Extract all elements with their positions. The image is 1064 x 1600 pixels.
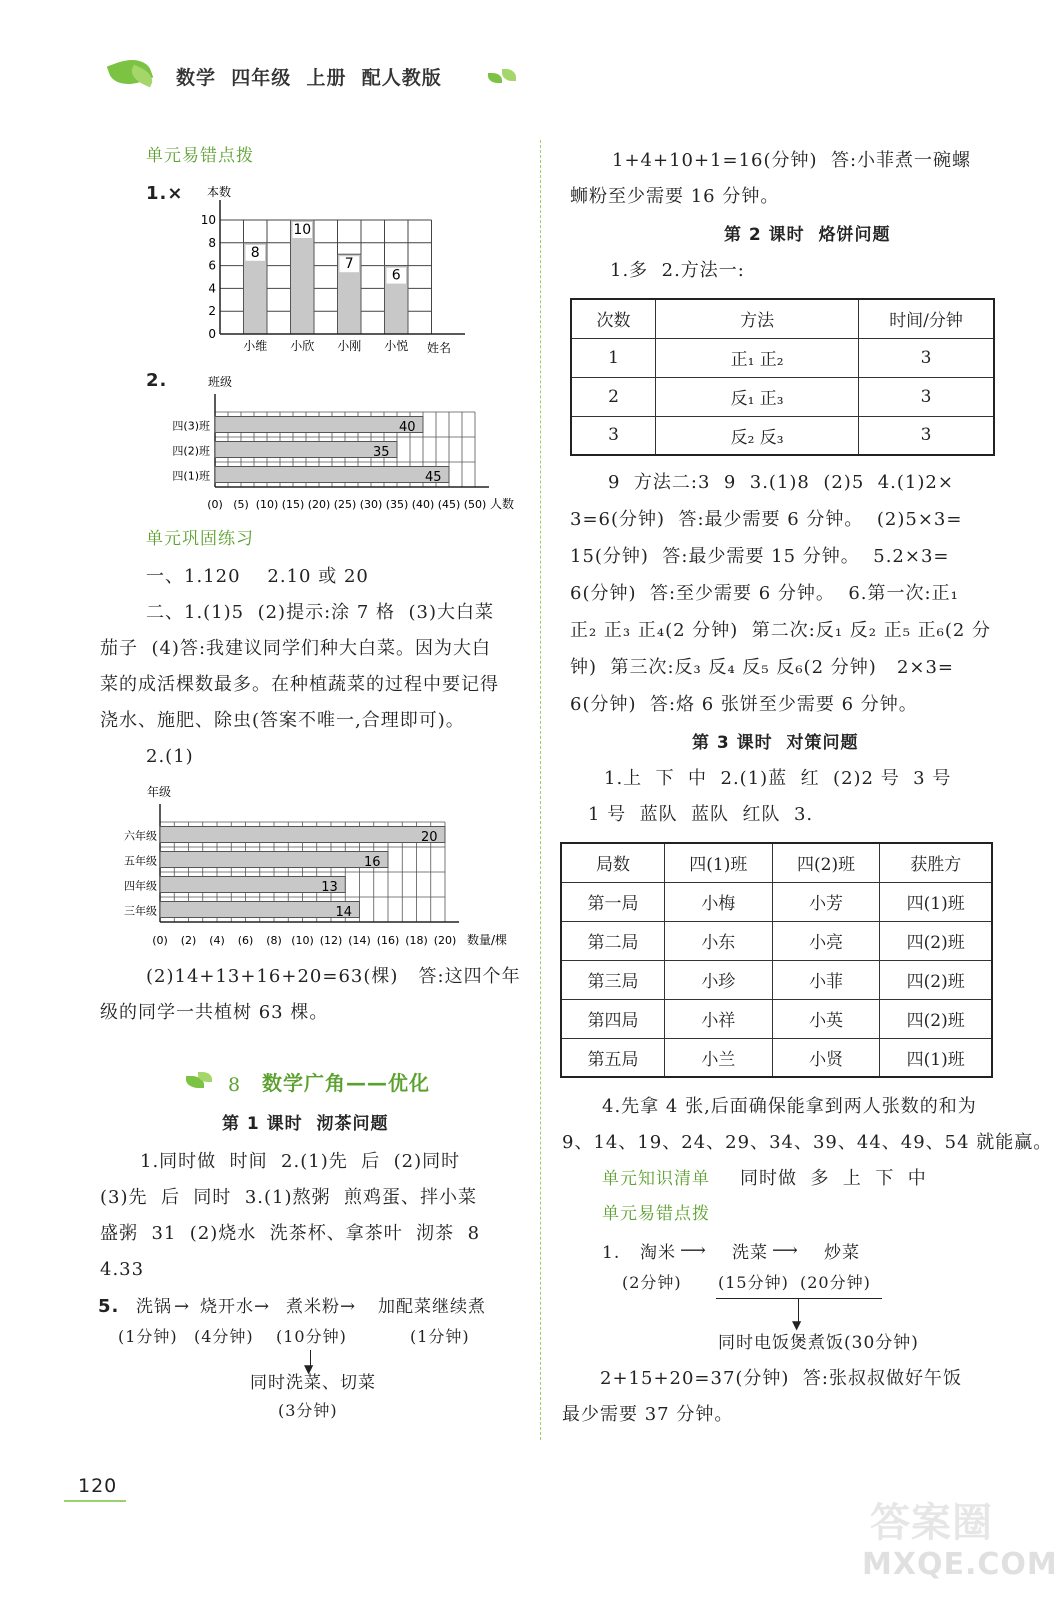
flow-bracket <box>716 1298 882 1299</box>
chart2-xtick: (30) <box>359 498 383 511</box>
left-c-line: 4.33 <box>100 1259 145 1280</box>
chart3-xtick: (4) <box>209 934 225 947</box>
table-strategy <box>560 842 993 1078</box>
right-a-line: 蛳粉至少需要 16 分钟。 <box>570 186 780 207</box>
right-b-line: 6(分钟) 答:至少需要 6 分钟。 6.第一次:正₁ <box>570 583 959 604</box>
table-row <box>561 1038 992 1077</box>
leaf-right-icon <box>488 73 502 83</box>
table-cell: 正₁ 正₂ <box>656 338 859 377</box>
table-cell: 四(2)班 <box>880 960 992 999</box>
table-row <box>571 377 994 416</box>
q5-time: (10分钟) <box>276 1327 347 1346</box>
chart3-xtick: (6) <box>237 934 254 947</box>
table-cell: 第四局 <box>561 999 664 1038</box>
table-cell: 3 <box>859 416 994 455</box>
chart3-xtick: (14) <box>348 934 371 947</box>
right-c-line: 1.上 下 中 2.(1)蓝 红 (2)2 号 3 号 <box>604 768 952 789</box>
table-header-row <box>571 299 994 338</box>
chart2-value-label: 45 <box>425 470 442 485</box>
left-b-line: 级的同学一共植树 63 棵。 <box>100 1002 329 1023</box>
right-b-line: 钟) 第三次:反₃ 反₄ 反₅ 反₆(2 分钟) 2×3= <box>570 657 955 678</box>
table-cell: 小珍 <box>664 960 772 999</box>
knowledge-items: 同时做 多 上 下 中 <box>740 1168 927 1189</box>
table-cell: 四(2)班 <box>880 921 992 960</box>
watermark: MXQE.COM <box>862 1547 1058 1582</box>
arrow-right-icon: → <box>174 1296 191 1317</box>
chart3-value-label: 20 <box>421 830 438 845</box>
table-cell: 反₁ 正₃ <box>656 377 859 416</box>
lesson3-title: 第 3 课时 对策问题 <box>692 733 859 753</box>
left-a-line: 二、1.(1)5 (2)提示:涂 7 格 (3)大白菜 <box>146 602 494 623</box>
q5-label: 5. <box>98 1296 120 1317</box>
chart2-value-label: 40 <box>399 420 416 435</box>
q5-step: 煮米粉 <box>286 1297 340 1317</box>
chart3-value-label: 13 <box>321 880 338 895</box>
chart3-xtick: (0) <box>152 934 168 947</box>
chart2-xtick: (5) <box>233 498 249 511</box>
right-b-line: 正₂ 正₃ 正₄(2 分钟) 第二次:反₁ 反₂ 正₅ 正₆(2 分 <box>570 620 992 641</box>
watermark-big: 答案圈 <box>870 1500 993 1546</box>
table-header-row <box>561 843 992 882</box>
lesson2-line1: 1.多 2.方法一: <box>610 260 745 281</box>
arrow-right-icon: ⟶ <box>772 1240 799 1261</box>
chart3-xtick: (18) <box>405 934 428 947</box>
right-section-title: 单元易错点拨 <box>602 1204 710 1224</box>
arrow-right-icon: ⟶ <box>680 1240 707 1261</box>
left-a-line: 浇水、施肥、除虫(答案不唯一,合理即可)。 <box>100 710 465 731</box>
leaf-right2-icon <box>502 69 516 81</box>
chart2-xtick: (50) <box>463 498 487 511</box>
table-cell: 3 <box>859 338 994 377</box>
table-cell: 小梅 <box>664 882 772 921</box>
arrow-head-icon: ▼ <box>304 1362 315 1376</box>
flow-time: (20分钟) <box>800 1273 871 1292</box>
table-row <box>561 921 992 960</box>
left-section1-title: 单元易错点拨 <box>146 146 254 166</box>
chart1-category-label: 小刚 <box>337 339 362 353</box>
right-c-line: 1 号 蓝队 蓝队 红队 3. <box>588 804 814 825</box>
chart2-xtick: (15) <box>281 498 305 511</box>
table-header-cell: 方法 <box>656 299 859 338</box>
flow-label: 1. <box>602 1243 621 1263</box>
chart3-category-label: 三年级 <box>124 904 157 918</box>
left-q2-label: 2. <box>146 370 168 391</box>
q5-step: 烧开水 <box>200 1297 254 1317</box>
chart1-ytick: 4 <box>208 281 216 296</box>
left-q1-label: 1.× <box>146 183 184 204</box>
chart1-ylabel: 本数 <box>207 185 232 199</box>
table-cell: 小英 <box>772 999 880 1038</box>
chart3-category-label: 六年级 <box>124 829 157 843</box>
table-cell: 3 <box>571 416 656 455</box>
chart2-xtick: (20) <box>307 498 331 511</box>
chart2-xtick: (40) <box>411 498 435 511</box>
chart3-ylabel: 年级 <box>147 785 172 799</box>
table-baking <box>570 298 995 456</box>
table-header-cell: 四(2)班 <box>772 843 880 882</box>
chart3-bar <box>160 827 445 843</box>
chapter-title: 数学广角——优化 <box>262 1071 430 1095</box>
q5-time: (4分钟) <box>194 1327 254 1346</box>
chart3-category-label: 五年级 <box>124 854 157 868</box>
arrow-right-icon: → <box>254 1296 271 1317</box>
table-cell: 第五局 <box>561 1038 664 1077</box>
chart1-value-label: 8 <box>250 244 260 261</box>
flow-step: 洗菜 <box>732 1243 768 1263</box>
right-b-line: 15(分钟) 答:最少需要 15 分钟。 5.2×3= <box>570 546 950 567</box>
chart3-xtick: (20) <box>433 934 457 947</box>
arrow-head-icon: ▼ <box>792 1318 803 1332</box>
table-cell: 小菲 <box>772 960 880 999</box>
left-a-line: 一、1.120 2.10 或 20 <box>146 566 369 587</box>
chart1-value-label: 7 <box>344 256 354 273</box>
flow-step: 炒菜 <box>824 1243 860 1263</box>
chart3-bar <box>160 877 345 893</box>
q5-branch-time: (3分钟) <box>278 1401 338 1420</box>
chart2-xtick: (10) <box>255 498 279 511</box>
chart3-xtick: (2) <box>180 934 197 947</box>
q5-step: 加配菜继续煮 <box>378 1297 486 1317</box>
right-b-line: 3=6(分钟) 答:最少需要 6 分钟。 (2)5×3= <box>570 509 963 530</box>
table-cell: 小祥 <box>664 999 772 1038</box>
chart1-category-label: 小欣 <box>290 339 315 353</box>
q5-branch: 同时洗菜、切菜 <box>250 1373 376 1393</box>
chart2-value-label: 35 <box>373 445 390 460</box>
table-cell: 反₂ 反₃ <box>656 416 859 455</box>
chart2-ylabel: 班级 <box>208 375 233 389</box>
right-d-line: 9、14、19、24、29、34、39、44、49、54 就能赢。 <box>562 1132 1053 1153</box>
flow-branch: 同时电饭煲煮饭(30分钟) <box>718 1333 919 1353</box>
right-e-line: 最少需要 37 分钟。 <box>562 1404 734 1425</box>
right-b-line: 6(分钟) 答:烙 6 张饼至少需要 6 分钟。 <box>570 694 918 715</box>
table-row <box>561 960 992 999</box>
page-number-underline <box>64 1500 126 1502</box>
table-cell: 小芳 <box>772 882 880 921</box>
chart1-value-label: 10 <box>293 222 312 238</box>
right-b-line: 9 方法二:3 9 3.(1)8 (2)5 4.(1)2× <box>608 472 954 493</box>
column-divider <box>540 140 541 1440</box>
table-cell: 小贤 <box>772 1038 880 1077</box>
table-cell: 四(2)班 <box>880 999 992 1038</box>
chart2-category-label: 四(1)班 <box>172 469 210 483</box>
table-header-cell: 时间/分钟 <box>859 299 994 338</box>
chart1-ytick: 6 <box>208 258 216 273</box>
chart2-bar <box>215 467 449 483</box>
chart1-ytick: 0 <box>208 327 216 341</box>
chart1-ytick: 2 <box>208 304 216 319</box>
chart3-xtick: (8) <box>266 934 282 947</box>
chart1-category-label: 小悦 <box>384 339 409 353</box>
left-a-line: 2.(1) <box>146 746 194 767</box>
q5-time: (1分钟) <box>410 1327 470 1346</box>
chapter-number: 8 <box>228 1074 242 1096</box>
chart2-bar <box>215 417 423 433</box>
flow-time: (15分钟) <box>718 1273 789 1292</box>
chart1 <box>195 180 475 360</box>
chart3-value-label: 16 <box>364 855 381 870</box>
flow-step: 淘米 <box>640 1243 676 1263</box>
header-title: 数学 四年级 上册 配人教版 <box>176 67 442 89</box>
chart3 <box>105 780 525 950</box>
right-e-line: 2+15+20=37(分钟) 答:张叔叔做好午饭 <box>600 1368 962 1389</box>
table-cell: 小东 <box>664 921 772 960</box>
table-cell: 四(1)班 <box>880 882 992 921</box>
chart3-xtick: (12) <box>319 934 343 947</box>
chart2-xlabel: 人数 <box>490 497 515 511</box>
chart1-category-label: 小维 <box>243 339 268 353</box>
chart3-xtick: (10) <box>291 934 314 947</box>
table-cell: 3 <box>859 377 994 416</box>
left-c-line: 1.同时做 时间 2.(1)先 后 (2)同时 <box>140 1151 461 1172</box>
q5-step: 洗锅 <box>136 1297 172 1317</box>
chart2-bar <box>215 442 397 458</box>
chart3-bar <box>160 902 360 918</box>
chart1-xlabel: 姓名 <box>427 341 452 355</box>
page-number: 120 <box>78 1475 118 1497</box>
chart2-xtick: (45) <box>437 498 461 511</box>
table-cell: 四(1)班 <box>880 1038 992 1077</box>
knowledge-title: 单元知识清单 <box>602 1169 710 1189</box>
right-d-line: 4.先拿 4 张,后面确保能拿到两人张数的和为 <box>602 1096 977 1117</box>
table-header-cell: 获胜方 <box>880 843 992 882</box>
left-a-line: 茄子 (4)答:我建议同学们种大白菜。因为大白 <box>100 638 492 659</box>
chart3-bar <box>160 852 388 868</box>
chart3-category-label: 四年级 <box>124 879 157 893</box>
header <box>100 55 570 105</box>
left-c-line: 盛粥 31 (2)烧水 洗茶杯、拿茶叶 沏茶 8 <box>100 1223 481 1244</box>
chart3-xlabel: 数量/棵 <box>467 933 508 947</box>
lesson2-title: 第 2 课时 烙饼问题 <box>724 225 891 245</box>
table-cell: 小兰 <box>664 1038 772 1077</box>
left-section2-title: 单元巩固练习 <box>146 529 254 549</box>
q5-time: (1分钟) <box>118 1327 178 1346</box>
left-a-line: 菜的成活棵数最多。在种植蔬菜的过程中要记得 <box>100 674 499 695</box>
table-row <box>571 338 994 377</box>
table-header-cell: 局数 <box>561 843 664 882</box>
table-row <box>561 999 992 1038</box>
table-cell: 小亮 <box>772 921 880 960</box>
table-cell: 第二局 <box>561 921 664 960</box>
table-header-cell: 次数 <box>571 299 656 338</box>
chart3-value-label: 14 <box>335 905 353 920</box>
table-header-cell: 四(1)班 <box>664 843 772 882</box>
chart1-ytick: 8 <box>208 235 216 250</box>
chart2-xtick: (0) <box>207 498 223 511</box>
chart2 <box>150 370 530 520</box>
chart2-category-label: 四(2)班 <box>172 444 210 458</box>
table-row <box>561 882 992 921</box>
chart1-ytick: 10 <box>200 213 216 227</box>
chart1-value-label: 6 <box>391 267 401 284</box>
chart2-xtick: (35) <box>385 498 409 511</box>
table-cell: 第三局 <box>561 960 664 999</box>
table-cell: 第一局 <box>561 882 664 921</box>
table-cell: 1 <box>571 338 656 377</box>
chart2-category-label: 四(3)班 <box>172 419 210 433</box>
chart2-xtick: (25) <box>333 498 357 511</box>
left-b-line: (2)14+13+16+20=63(棵) 答:这四个年 <box>146 966 521 987</box>
right-a-line: 1+4+10+1=16(分钟) 答:小菲煮一碗螺 <box>612 150 972 171</box>
table-row <box>571 416 994 455</box>
chart3-xtick: (16) <box>376 934 400 947</box>
table-cell: 2 <box>571 377 656 416</box>
lesson1-title: 第 1 课时 沏茶问题 <box>222 1114 389 1134</box>
arrow-right-icon: → <box>340 1296 357 1317</box>
left-c-line: (3)先 后 同时 3.(1)熬粥 煎鸡蛋、拌小菜 <box>100 1187 477 1208</box>
flow-time: (2分钟) <box>622 1273 682 1292</box>
